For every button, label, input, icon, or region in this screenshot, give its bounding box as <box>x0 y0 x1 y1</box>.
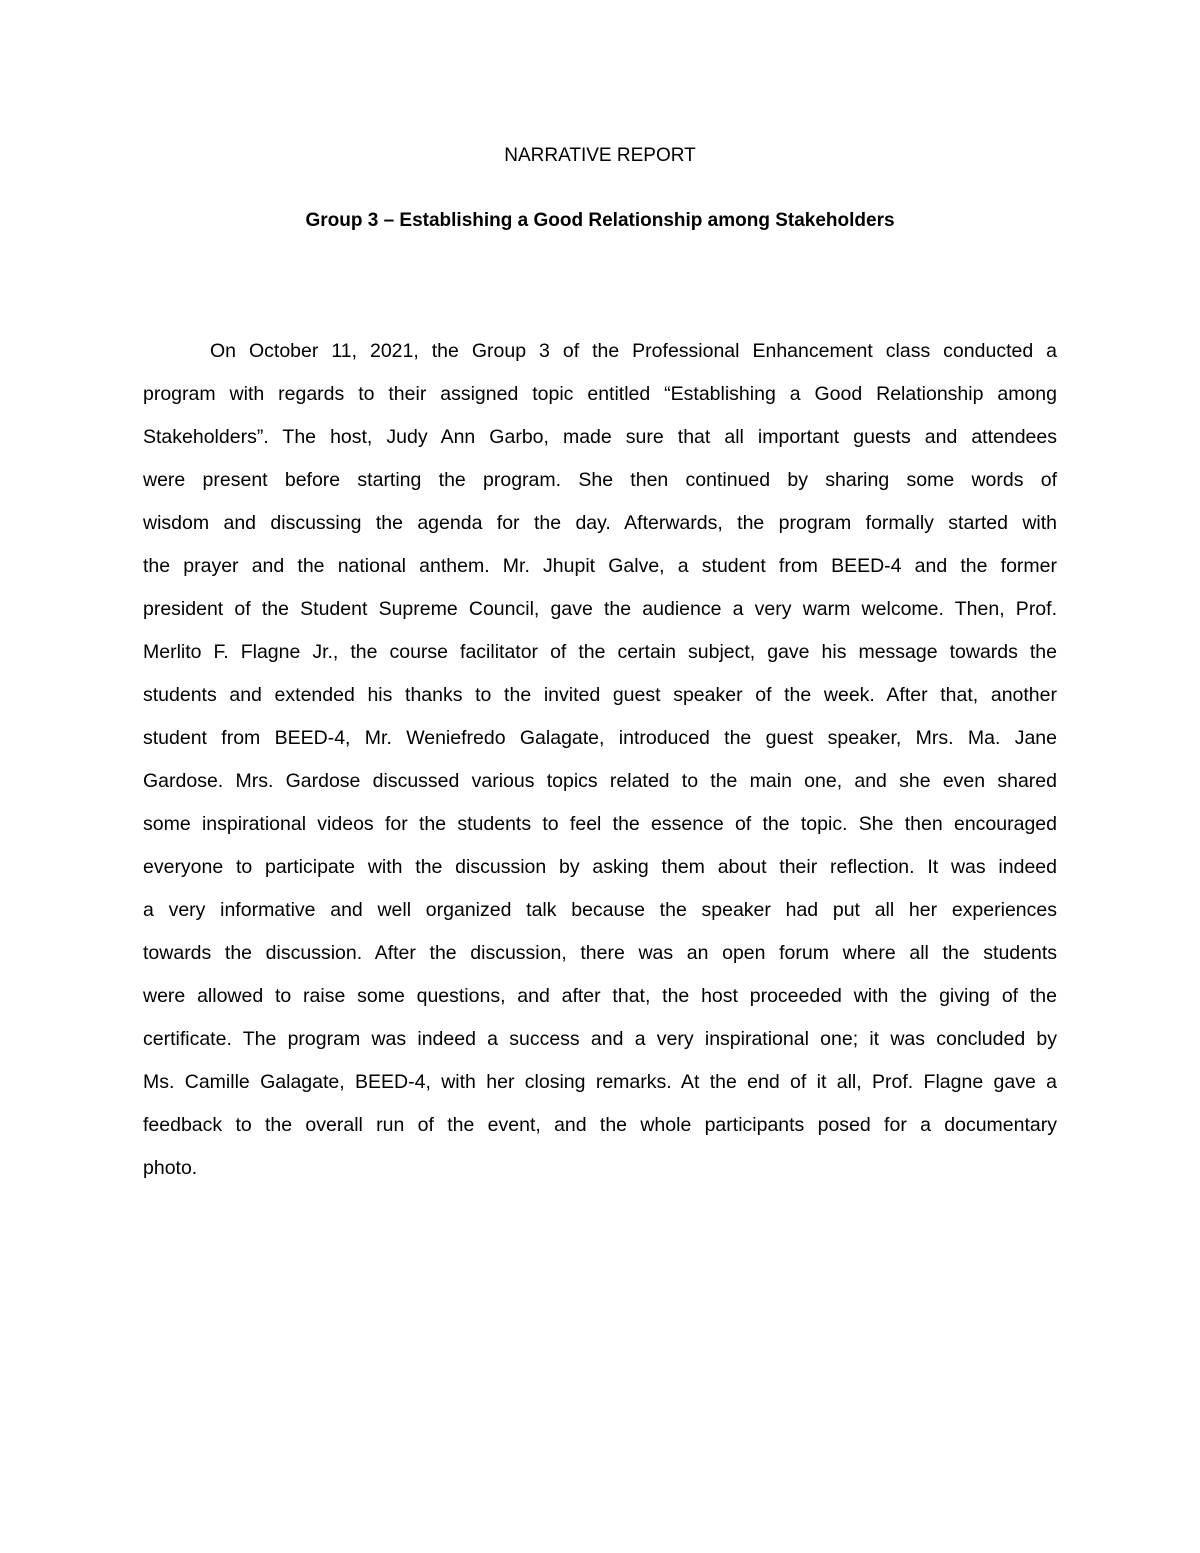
page-title: NARRATIVE REPORT <box>504 145 696 166</box>
paragraph-line: towards the discussion. After the discussion, there was an open forum where all the students <box>143 942 1057 964</box>
paragraph-line: were allowed to raise some questions, and after that, the host proceeded with the giving of the <box>143 985 1057 1007</box>
page-subtitle: Group 3 – Establishing a Good Relationship among Stakeholders <box>305 210 895 231</box>
paragraph-line: photo. <box>143 1157 198 1179</box>
paragraph-line: certificate. The program was indeed a success and a very inspirational one; it was concluded by <box>143 1028 1057 1050</box>
paragraph-line: a very informative and well organized talk because the speaker had put all her experiences <box>143 899 1057 921</box>
paragraph-line: were present before starting the program. She then continued by sharing some words of <box>143 469 1057 491</box>
paragraph-line: feedback to the overall run of the event, and the whole participants posed for a documentary <box>143 1114 1057 1136</box>
paragraph-line: On October 11, 2021, the Group 3 of the Professional Enhancement class conducted a <box>210 340 1057 362</box>
paragraph-line: president of the Student Supreme Council, gave the audience a very warm welcome. Then, Prof. <box>143 598 1057 620</box>
paragraph-line: some inspirational videos for the students to feel the essence of the topic. She then encouraged <box>143 813 1057 835</box>
narrative-paragraph <box>143 330 1057 1190</box>
paragraph-line: students and extended his thanks to the invited guest speaker of the week. After that, another <box>143 684 1057 706</box>
paragraph-line: Ms. Camille Galagate, BEED-4, with her closing remarks. At the end of it all, Prof. Flagne gave a <box>143 1071 1057 1093</box>
paragraph-line: everyone to participate with the discussion by asking them about their reflection. It was indeed <box>143 856 1057 878</box>
paragraph-line: Gardose. Mrs. Gardose discussed various topics related to the main one, and she even shared <box>143 770 1057 792</box>
paragraph-line: Merlito F. Flagne Jr., the course facilitator of the certain subject, gave his message towards the <box>143 641 1057 663</box>
paragraph-line: student from BEED-4, Mr. Weniefredo Galagate, introduced the guest speaker, Mrs. Ma. Jane <box>143 727 1057 749</box>
paragraph-line: program with regards to their assigned topic entitled “Establishing a Good Relationship among <box>143 383 1057 405</box>
paragraph-line: wisdom and discussing the agenda for the day. Afterwards, the program formally started with <box>143 512 1057 534</box>
paragraph-line: the prayer and the national anthem. Mr. Jhupit Galve, a student from BEED-4 and the former <box>143 555 1057 577</box>
paragraph-line: Stakeholders”. The host, Judy Ann Garbo, made sure that all important guests and attendees <box>143 426 1057 448</box>
